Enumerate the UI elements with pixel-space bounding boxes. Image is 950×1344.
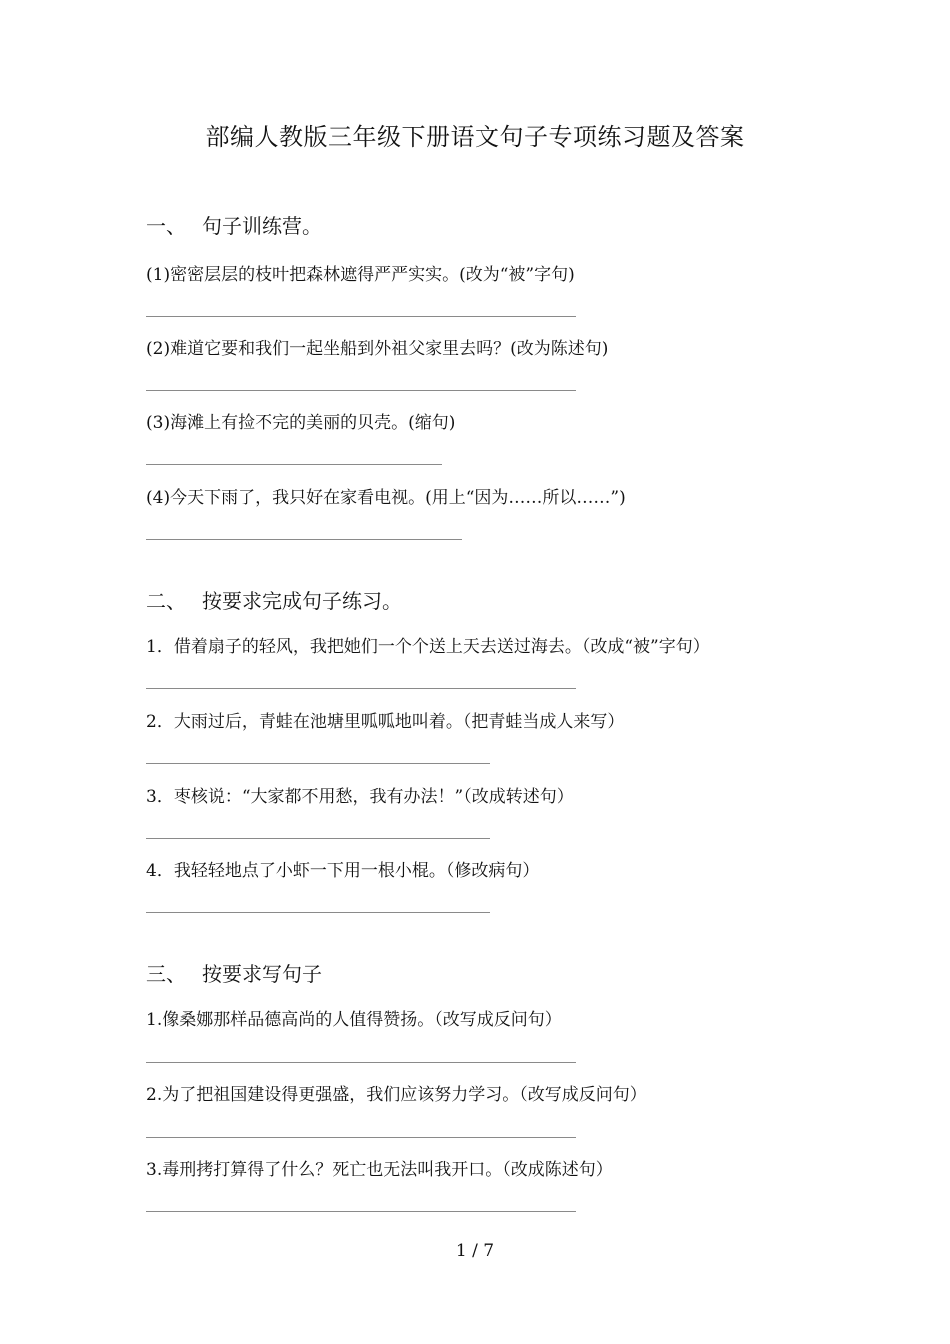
answer-line xyxy=(146,763,490,764)
question-1-2: (2)难道它要和我们一起坐船到外祖父家里去吗？(改为陈述句) xyxy=(146,339,609,359)
section-number: 二、 xyxy=(146,589,186,613)
question-3-1: 1.像桑娜那样品德高尚的人值得赞扬。（改写成反问句） xyxy=(146,1010,562,1030)
answer-line xyxy=(146,912,490,913)
question-2-2: 2．大雨过后，青蛙在池塘里呱呱地叫着。（把青蛙当成人来写） xyxy=(146,712,625,732)
section-heading-3 xyxy=(146,958,322,987)
question-1-3: (3)海滩上有捡不完的美丽的贝壳。(缩句) xyxy=(146,413,456,433)
answer-line xyxy=(146,838,490,839)
section-number: 三、 xyxy=(146,962,186,986)
question-3-3: 3.毒刑拷打算得了什么？死亡也无法叫我开口。（改成陈述句） xyxy=(146,1160,613,1180)
question-2-4: 4．我轻轻地点了小虾一下用一根小棍。（修改病句） xyxy=(146,861,540,881)
question-3-2: 2.为了把祖国建设得更强盛，我们应该努力学习。（改写成反问句） xyxy=(146,1085,647,1105)
answer-line xyxy=(146,539,462,540)
answer-line xyxy=(146,316,576,317)
page-number: 1 / 7 xyxy=(455,1241,495,1261)
answer-line xyxy=(146,464,442,465)
question-1-4: (4)今天下雨了，我只好在家看电视。(用上“因为……所以……”) xyxy=(146,488,626,508)
section-title: 按要求完成句子练习。 xyxy=(202,589,402,613)
answer-line xyxy=(146,1211,576,1212)
section-title: 句子训练营。 xyxy=(202,214,322,238)
answer-line xyxy=(146,688,576,689)
question-1-1: (1)密密层层的枝叶把森林遮得严严实实。(改为“被”字句) xyxy=(146,265,575,285)
question-2-1: 1．借着扇子的轻风，我把她们一个个送上天去送过海去。（改成“被”字句） xyxy=(146,637,710,657)
document-title: 部编人教版三年级下册语文句子专项练习题及答案 xyxy=(205,123,745,151)
answer-line xyxy=(146,1137,576,1138)
section-heading-1 xyxy=(146,210,322,239)
answer-line xyxy=(146,1062,576,1063)
answer-line xyxy=(146,390,576,391)
section-heading-2 xyxy=(146,585,402,614)
section-title: 按要求写句子 xyxy=(202,962,322,986)
section-number: 一、 xyxy=(146,214,186,238)
question-2-3: 3．枣核说：“大家都不用愁，我有办法！”（改成转述句） xyxy=(146,787,574,807)
